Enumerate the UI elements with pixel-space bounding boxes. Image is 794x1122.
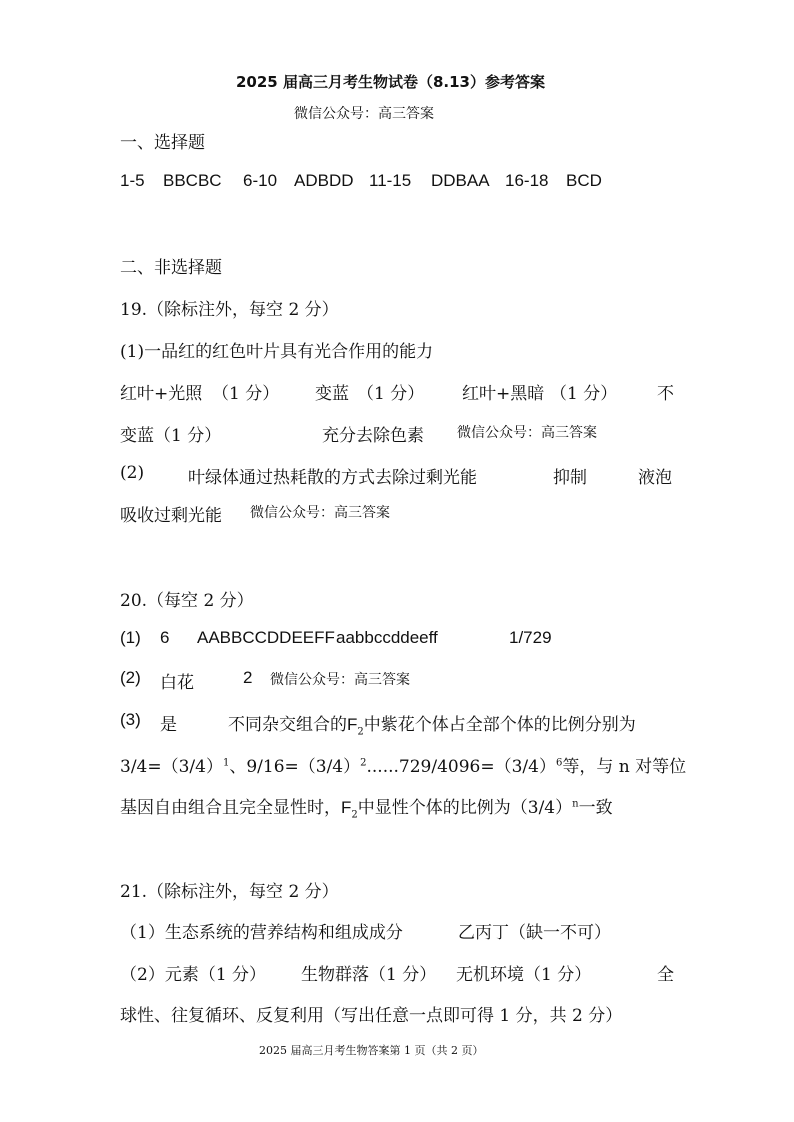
answer-text: （1）生态系统的营养结构和组成成分	[120, 923, 403, 943]
answer-text: 乙丙丁（缺一不可）	[458, 923, 611, 943]
subscript: 2	[357, 726, 364, 738]
part-number: (1)	[120, 628, 141, 647]
explanation-fragment: 中紫花个体占全部个体的比例分别为	[363, 715, 636, 735]
answer-text: 变蓝（1 分）	[120, 426, 222, 446]
explanation-fragment: 基因自由组合且完全显性时，	[120, 798, 341, 818]
answer-text: 变蓝	[315, 384, 349, 404]
answer-text: 不	[657, 384, 674, 404]
watermark-text: 微信公众号：高三答案	[294, 106, 434, 122]
explanation-text	[228, 710, 636, 737]
q19-part1: (1)一品红的红色叶片具有光合作用的能力	[120, 342, 434, 362]
q21-line3: 球性、往复循环、反复利用（写出任意一点即可得 1 分，共 2 分）	[120, 1006, 623, 1026]
explanation-fragment: 中显性个体的比例为（3/4）	[357, 798, 573, 818]
answer-text: 红叶+光照	[120, 384, 203, 404]
answer-letters: DDBAA	[431, 171, 490, 190]
q20-line5	[120, 793, 613, 820]
answer-range: 16-18	[505, 171, 549, 190]
explanation-fragment: 不同杂交组合的	[228, 715, 347, 735]
answer-range: 11-15	[369, 171, 412, 190]
q20-line4	[120, 752, 686, 777]
q21-part1	[120, 918, 680, 942]
answer-text: 生物群落（1 分）	[301, 965, 437, 985]
explanation-fragment: 一致	[578, 798, 613, 818]
superscript: 2	[360, 757, 367, 769]
answer-text: 1/729	[509, 628, 552, 647]
answer-text: 红叶+黑暗	[462, 384, 545, 404]
answer-text: 全	[657, 965, 674, 985]
answer-text: 吸收过剩光能	[120, 506, 222, 526]
page-footer: 2025 届高三月考生物答案第 1 页（共 2 页）	[259, 1044, 484, 1057]
q21-part2	[120, 960, 680, 984]
explanation-fragment: F	[347, 715, 358, 734]
part-number: (2)	[120, 463, 145, 483]
answer-text: 液泡	[638, 468, 672, 488]
q21-heading: 21.（除标注外，每空 2 分）	[120, 882, 339, 902]
q20-part2	[120, 668, 680, 692]
explanation-fragment: F	[341, 798, 352, 817]
q20-heading: 20.（每空 2 分）	[120, 591, 254, 611]
score-note: （1 分）	[212, 384, 280, 404]
answer-range: 1-5	[120, 171, 145, 190]
explanation-fragment: 、9/16=（3/4）	[229, 757, 361, 777]
watermark-text: 微信公众号：高三答案	[457, 425, 597, 441]
superscript: n	[572, 798, 579, 810]
answer-text: aabbccddeeff	[336, 628, 438, 647]
page-title: 2025 届高三月考生物试卷（8.13）参考答案	[236, 73, 545, 91]
superscript: 1	[222, 757, 230, 769]
answer-text: 充分去除色素	[322, 426, 424, 446]
subscript: 2	[351, 809, 358, 821]
superscript: 6	[555, 757, 563, 769]
q20-part3	[120, 710, 680, 738]
score-note: （1 分）	[550, 384, 618, 404]
part-number: (2)	[120, 668, 141, 687]
answer-text: 是	[160, 715, 177, 735]
answer-text: 6	[160, 628, 170, 647]
answer-letters: BCD	[566, 171, 602, 190]
part-number: (3)	[120, 710, 141, 729]
q19-part2	[120, 463, 680, 487]
answer-text: 白花	[160, 673, 194, 693]
answer-text: 抑制	[553, 468, 587, 488]
q19-line2	[120, 379, 680, 403]
answer-range: 6-10	[243, 171, 278, 190]
q19-heading: 19.（除标注外，每空 2 分）	[120, 300, 339, 320]
score-note: （1 分）	[357, 384, 425, 404]
explanation-fragment: ......729/4096=（3/4）	[366, 757, 556, 777]
explanation-fragment: 3/4=（3/4）	[120, 757, 223, 777]
explanation-fragment: 等，与 n 对等位	[562, 757, 687, 777]
q19-line5	[120, 501, 680, 525]
q19-line3	[120, 421, 680, 445]
answer-letters: BBCBC	[163, 171, 222, 190]
answer-text: AABBCCDDEEFF	[197, 628, 335, 647]
section-heading-choice: 一、选择题	[120, 133, 205, 153]
section-heading-nonchoice: 二、非选择题	[120, 258, 222, 278]
answer-text: 无机环境（1 分）	[456, 965, 592, 985]
answer-text: （2）元素（1 分）	[120, 965, 267, 985]
answer-text: 叶绿体通过热耗散的方式去除过剩光能	[188, 468, 477, 488]
watermark-text: 微信公众号：高三答案	[270, 672, 410, 688]
watermark-text: 微信公众号：高三答案	[250, 505, 390, 521]
answer-letters: ADBDD	[294, 171, 354, 190]
answer-text: 2	[243, 668, 253, 687]
q20-part1	[120, 628, 680, 652]
